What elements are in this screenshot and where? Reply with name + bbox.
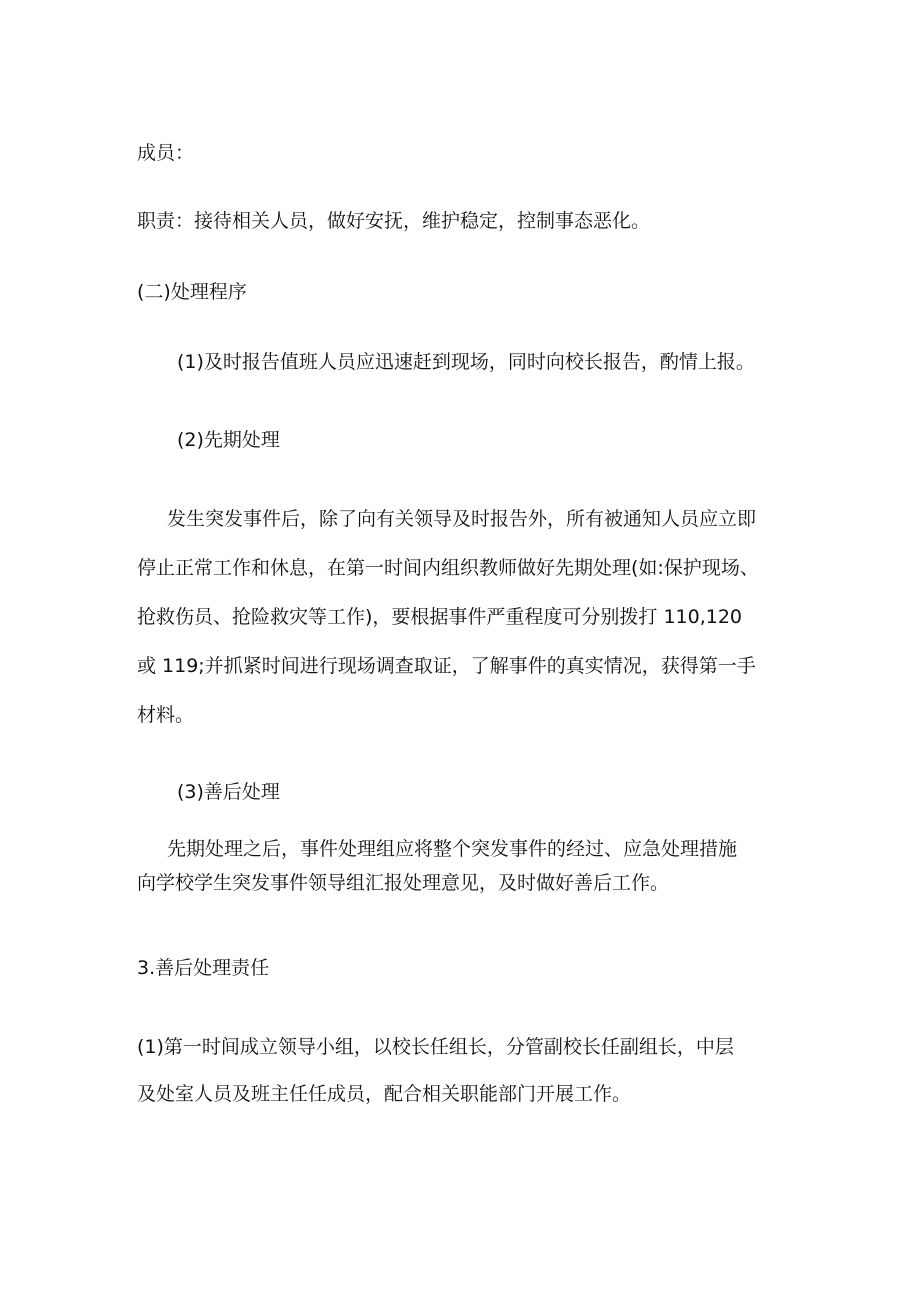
step2-heading: (2)先期处理 <box>177 429 280 451</box>
step1-text: (1)及时报告值班人员应迅速赶到现场，同时向校长报告，酌情上报。 <box>177 351 755 373</box>
section3-item-line: (1)第一时间成立领导小组，以校长任组长，分管副校长任副组长，中层 <box>137 1036 734 1058</box>
step3-body-line: 先期处理之后，事件处理组应将整个突发事件的经过、应急处理措施 <box>167 838 738 860</box>
section3-heading: 3.善后处理责任 <box>137 957 270 979</box>
step2-body-line: 或 119;并抓紧时间进行现场调查取证，了解事件的真实情况，获得第一手 <box>137 655 756 677</box>
step3-heading: (3)善后处理 <box>177 781 280 803</box>
step3-body-line: 向学校学生突发事件领导组汇报处理意见，及时做好善后工作。 <box>137 872 670 894</box>
step2-body-line: 停止正常工作和休息，在第一时间内组织教师做好先期处理(如:保护现场、 <box>137 557 759 579</box>
duties-text: 职责：接待相关人员，做好安抚，维护稳定，控制事态恶化。 <box>137 210 651 232</box>
step2-body-line: 发生突发事件后，除了向有关领导及时报告外，所有被通知人员应立即 <box>167 508 757 530</box>
step2-body-line: 抢救伤员、抢险救灾等工作)，要根据事件严重程度可分别拨打 110,120 <box>137 606 743 628</box>
section3-item-line: 及处室人员及班主任任成员，配合相关职能部门开展工作。 <box>137 1083 632 1105</box>
section-procedure-heading: (二)处理程序 <box>137 281 247 303</box>
members-label: 成员： <box>137 142 195 164</box>
step2-body-line: 材料。 <box>137 704 195 726</box>
